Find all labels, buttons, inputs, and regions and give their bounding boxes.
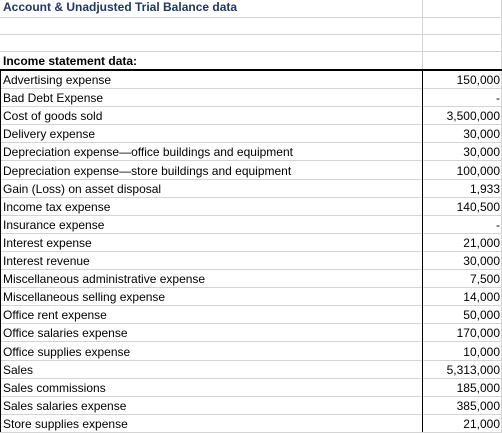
amount-cell[interactable]: - (496, 91, 500, 105)
amount-cell[interactable]: 140,500 (456, 200, 500, 214)
table-row (0, 361, 502, 379)
account-name-cell[interactable]: Income tax expense (3, 200, 111, 214)
account-name-cell[interactable]: Sales salaries expense (3, 399, 127, 413)
account-name-cell[interactable]: Advertising expense (3, 73, 112, 87)
amount-cell[interactable]: 21,000 (463, 417, 500, 431)
empty-cell[interactable] (422, 52, 502, 70)
account-name-cell[interactable]: Gain (Loss) on asset disposal (3, 182, 162, 196)
account-name-cell[interactable]: Sales (3, 363, 34, 377)
table-row (0, 143, 502, 161)
account-name-cell[interactable]: Office supplies expense (3, 345, 131, 359)
row-gridline (0, 341, 502, 342)
table-row (0, 234, 502, 252)
account-name-cell[interactable]: Delivery expense (3, 127, 96, 141)
account-name-cell[interactable]: Insurance expense (3, 218, 105, 232)
amount-cell[interactable]: 21,000 (463, 236, 500, 250)
amount-cell[interactable]: 50,000 (463, 308, 500, 322)
table-row (0, 306, 502, 324)
sheet-title-cell[interactable]: Account & Unadjusted Trial Balance data (3, 0, 238, 14)
account-name-cell[interactable]: Bad Debt Expense (3, 91, 104, 105)
section-header-cell[interactable]: Income statement data: (3, 54, 138, 68)
amount-cell[interactable]: 385,000 (456, 399, 500, 413)
account-name-cell[interactable]: Sales commissions (3, 381, 106, 395)
table-row (0, 343, 502, 361)
amount-cell[interactable]: 5,313,000 (446, 363, 500, 377)
amount-cell[interactable]: 1,933 (469, 182, 500, 196)
table-row (0, 107, 502, 125)
table-row (0, 415, 502, 433)
table-row (0, 270, 502, 288)
account-name-cell[interactable]: Store supplies expense (3, 417, 128, 431)
account-name-cell[interactable]: Office salaries expense (3, 326, 128, 340)
table-row (0, 397, 502, 415)
table-row (0, 216, 502, 234)
account-name-cell[interactable]: Office rent expense (3, 308, 107, 322)
table-row (0, 324, 502, 342)
account-name-cell[interactable]: Depreciation expense—office buildings and equipment (3, 145, 293, 159)
account-name-cell[interactable]: Interest revenue (3, 254, 90, 268)
amount-cell[interactable]: - (496, 218, 500, 232)
amount-cell[interactable]: 100,000 (456, 164, 500, 178)
account-name-cell[interactable]: Interest expense (3, 236, 92, 250)
amount-cell[interactable]: 10,000 (463, 345, 500, 359)
table-row (0, 125, 502, 143)
amount-cell[interactable]: 3,500,000 (446, 109, 500, 123)
account-name-cell[interactable]: Depreciation expense—store buildings and equipment (3, 164, 292, 178)
account-name-cell[interactable]: Cost of goods sold (3, 109, 103, 123)
table-border-right (422, 69, 423, 432)
amount-cell[interactable]: 30,000 (463, 254, 500, 268)
table-row (0, 71, 502, 89)
empty-cell[interactable] (422, 0, 502, 17)
row-gridline (0, 17, 502, 18)
table-row (0, 252, 502, 270)
title-row (0, 0, 502, 17)
table-row (0, 379, 502, 397)
table-row (0, 198, 502, 216)
section-header-row (0, 52, 502, 70)
amount-cell[interactable]: 185,000 (456, 381, 500, 395)
table-row (0, 288, 502, 306)
table-row (0, 180, 502, 198)
amount-cell[interactable]: 150,000 (456, 73, 500, 87)
account-name-cell[interactable]: Miscellaneous administrative expense (3, 272, 206, 286)
row-gridline (0, 160, 502, 161)
account-name-cell[interactable]: Miscellaneous selling expense (3, 290, 166, 304)
amount-cell[interactable]: 30,000 (463, 145, 500, 159)
table-row (0, 89, 502, 107)
amount-cell[interactable]: 7,500 (469, 272, 500, 286)
amount-cell[interactable]: 14,000 (463, 290, 500, 304)
amount-cell[interactable]: 30,000 (463, 127, 500, 141)
table-row (0, 162, 502, 180)
amount-cell[interactable]: 170,000 (456, 326, 500, 340)
table-border-left (0, 69, 1, 432)
row-gridline (0, 34, 502, 35)
